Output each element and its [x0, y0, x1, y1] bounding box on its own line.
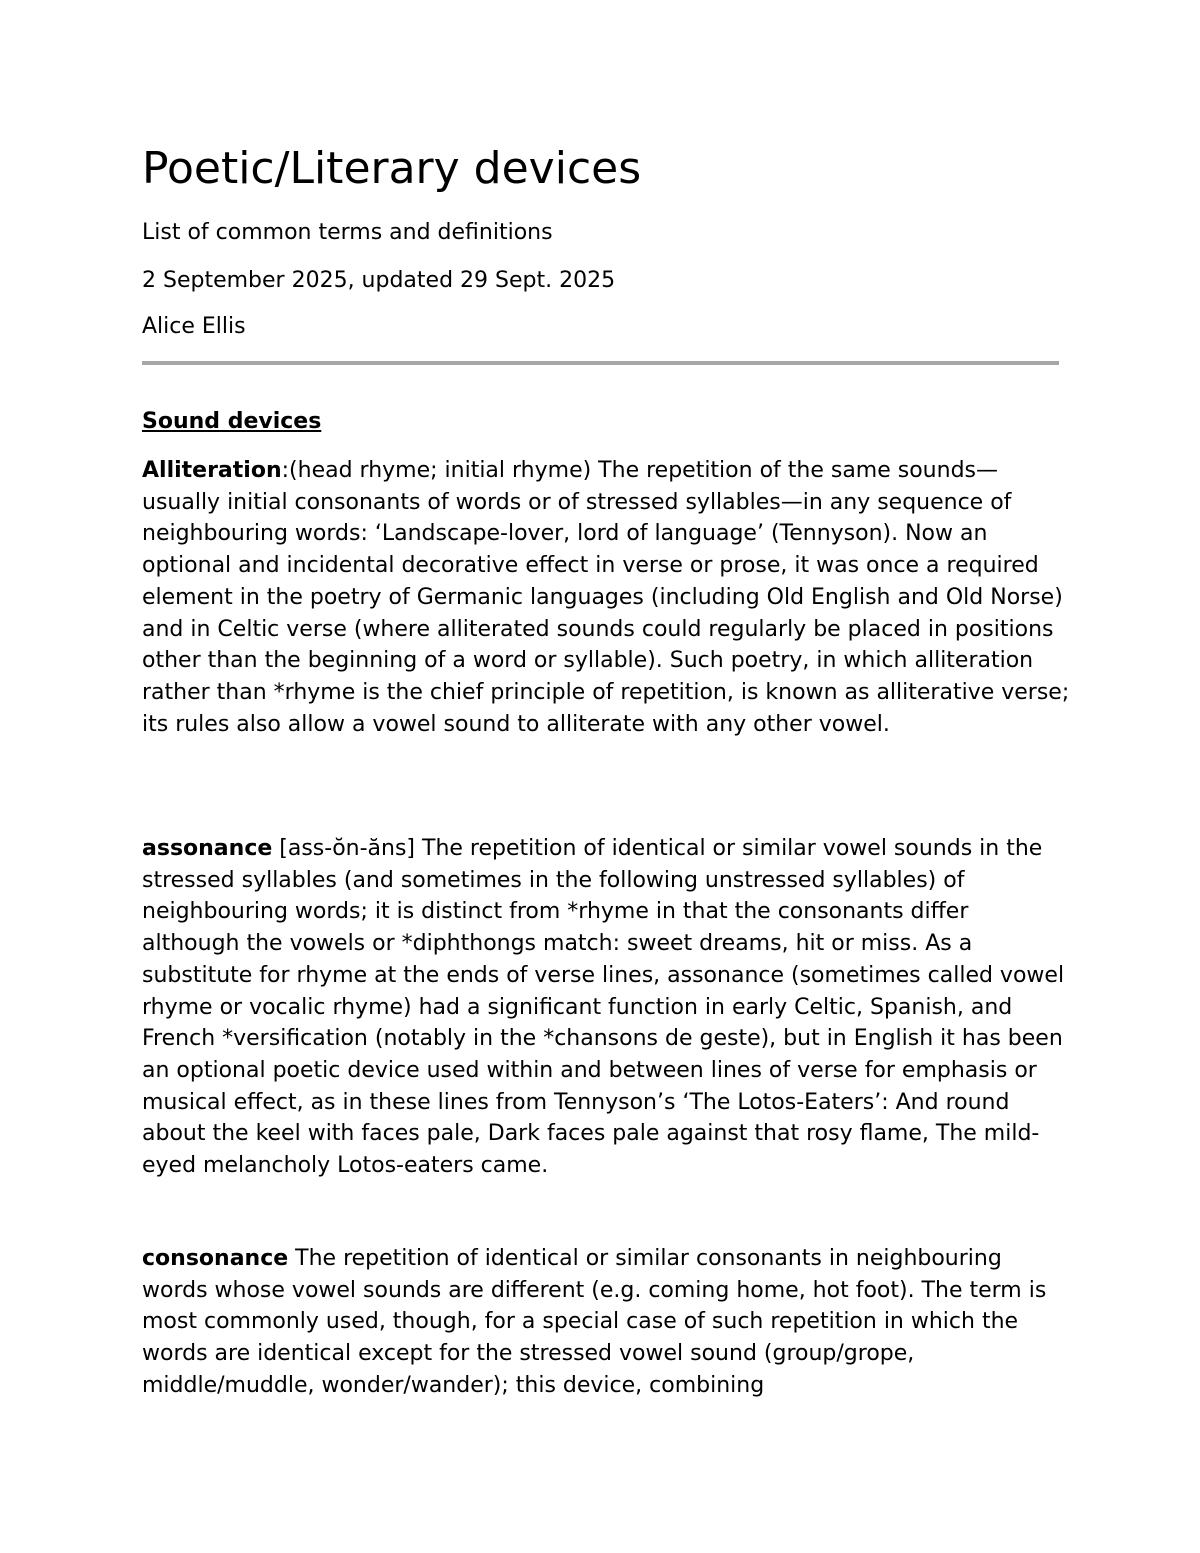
entry-assonance: [142, 833, 1072, 1182]
entry-term: consonance: [142, 1246, 289, 1271]
horizontal-divider: [142, 361, 1059, 365]
entry-definition: :(head rhyme; initial rhyme) The repetition of the same sounds—usually initial consonants of words or of stressed syllables—in any sequence of neighbouring words: ‘Landscape-lover, lord of language’ (Tennyson). Now an optional and incidental decorative effect in verse or prose, it was once a required element in the poetry of Germanic languages (including Old English and Old Norse) and in Celtic verse (where alliterated sounds could regularly be placed in positions other than the beginning of a word or syllable). Such poetry, in which alliteration rather than *rhyme is the chief principle of repetition, is known as alliterative verse; its rules also allow a vowel sound to alliterate with any other vowel.: [142, 458, 1070, 737]
section-heading: Sound devices: [142, 409, 322, 434]
document-title: Poetic/Literary devices: [142, 143, 642, 194]
entry-definition: The repetition of identical or similar consonants in neighbouring words whose vowel sounds are different (e.g. coming home, hot foot). The term is most commonly used, though, for a special case of such repetition in which the words are identical except for the stressed vowel sound (group/grope, middle/muddle, wonder/wander); this device, combining: [142, 1246, 1047, 1398]
entry-consonance: [142, 1243, 1072, 1402]
entry-alliteration: [142, 455, 1072, 740]
entry-term: assonance: [142, 836, 273, 861]
document-date: 2 September 2025, updated 29 Sept. 2025: [142, 268, 616, 293]
document-subtitle: List of common terms and definitions: [142, 220, 553, 245]
document-author: Alice Ellis: [142, 314, 246, 339]
entry-definition: [ass-ŏn-ăns] The repetition of identical or similar vowel sounds in the stressed syllables (and sometimes in the following unstressed syllables) of neighbouring words; it is distinct from *rhyme in that the consonants differ although the vowels or *diphthongs match: sweet dreams, hit or miss. As a substitute for rhyme at the ends of verse lines, assonance (sometimes called vowel rhyme or vocalic rhyme) had a significant function in early Celtic, Spanish, and French *versification (notably in the *chansons de geste), but in English it has been an optional poetic device used within and between lines of verse for emphasis or musical effect, as in these lines from Tennyson’s ‘The Lotos-Eaters’: And round about the keel with faces pale, Dark faces pale against that rosy flame, The mild-eyed melancholy Lotos-eaters came.: [142, 836, 1065, 1179]
entry-term: Alliteration: [142, 458, 282, 483]
